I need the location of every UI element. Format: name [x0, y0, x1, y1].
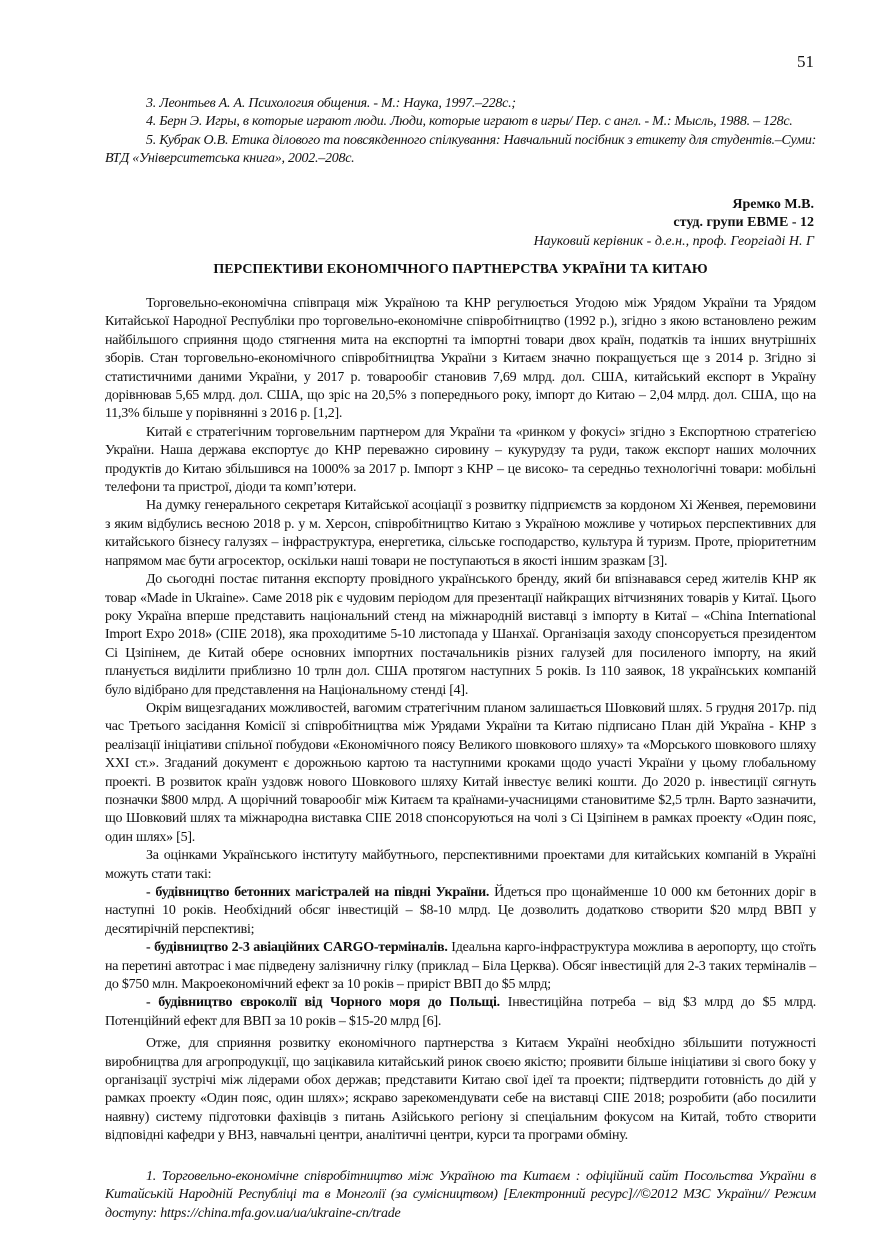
project-title: - будівництво бетонних магістралей на півдні України. [146, 885, 490, 900]
project-item [105, 994, 816, 1031]
paragraph: Окрім вищезгаданих можливостей, вагомим стратегічним планом залишається Шовковий шлях. 5 грудня 2017р. під час Третього засідання Комісії зі співробітництва між Урядами України та Китаю підписано План дій Україна - КНР з реалізації ініціативи спільної побудови «Економічного поясу Великого шовкового шляху» та «Морського шовкового шляху XXI ст.». Згаданий документ є дорожньою картою та наступними кроками щодо участі України у цьому глобальному проекті. В розвиток країн уздовж нового Шовкового шляху Китай інвестує великі кошти. До 2020 р. інвестиції сягнуть позначки $800 млрд. А щорічний товарообіг між Китаєм та країнами-учасницями становитиме $2,5 трлн. Варто зазначити, що Шовковий шлях та міжнародна виставка CIIE 2018 спонсоруються на чолі з Сі Цзіпінем в рамках проекту «Один пояс, один шлях» [5]. [105, 700, 816, 845]
project-title: - будівництво євроколії від Чорного моря до Польщі. [146, 995, 500, 1011]
reference-item: 1. Торговельно-економічне співробітництво між Україною та Китаєм : офіційний сайт Посольства України в Китайській Народній Республіці та в Монголії (за сумісництвом) [Електронний ресурс]//©2012 МЗС України// Режим доступу: https://china.mfa.gov.ua/ua/ukraine-cn/trade [105, 1169, 816, 1221]
paragraph: Китай є стратегічним торговельним партнером для України та «ринком у фокусі» згідно з Експортною стратегією України. Наша держава експортує до КНР переважно сировину – кукурудзу та руди, також експорт наших молочних продуктів до Китаю збільшився на 1000% за 2017 р. Імпорт з КНР – це високо- та середньо технологічні товари: мобільні телефони та пристрої, діоди та комп’ютери. [105, 424, 816, 496]
reference-item: 5. Кубрак О.В. Етика ділового та повсякденного спілкування: Навчальний посібник з етикету для студентів.–Суми: ВТД «Університетська книга», 2002.–208с. [105, 132, 816, 167]
author-group: студ. групи ЕВМЕ - 12 [673, 215, 814, 231]
project-item [105, 939, 816, 994]
supervisor: Науковий керівник - д.е.н., проф. Георгіаді Н. Г [533, 233, 814, 249]
project-text: Йдеться про щонайменше 10 000 км бетонних доріг в наступні 10 років. Необхідний обсяг інвестицій – $8-10 млрд. Це дозволить додатково створити $20 млрд ВВП у десятирічній перспективі; [105, 885, 816, 937]
article-title: ПЕРСПЕКТИВИ ЕКОНОМІЧНОГО ПАРТНЕРСТВА УКРАЇНИ ТА КИТАЮ [213, 262, 708, 277]
paragraph: На думку генерального секретаря Китайської асоціації з розвитку підприємств за кордоном Хі Женвея, перемовини з яким відбулись весною 2018 р. у м. Херсон, співробітництво Китаю з Україною можливе у чотирьох перспективних для китайського бізнесу галузях – інфраструктура, енергетика, сільське господарство, культура й туризм. Проте, пріоритетним напрямом має бути агросектор, оскільки наші товари не поступаються в якості іншим зразкам [3]. [105, 498, 816, 569]
conclusion-paragraph: Отже, для сприяння розвитку економічного партнерства з Китаєм Україні необхідно збільшити потужності виробництва для агропродукції, що зацікавила китайський ринок своєю якістю; проявити більше ініціативи зі свого боку у організації зустрічі між лідерами обох держав; представити Китаю свої ідеї та проекти; підтвердити готовність до дій у рамках проекту «Один пояс, один шлях»; яскраво зарекомендувати себе на виставці CIIE 2018; розробити (або посилити наявну) систему підготовки фахівців з питань Азійського регіону зі спеціальним фокусом на Китай, тобто створити відповідні кафедри у ВНЗ, навчальні центри, аналітичні центри, курси та програми обміну. [105, 1036, 816, 1144]
paragraph: За оцінками Українського інституту майбутнього, перспективними проектами для китайських компаній в Україні можуть стати такі: [105, 848, 816, 882]
page-number: 51 [797, 52, 814, 71]
references-bottom [105, 1168, 816, 1223]
article-body [105, 295, 816, 1146]
references-top [105, 95, 816, 169]
author-block [534, 196, 814, 251]
project-text: Інвестиційна потреба – від $3 млрд до $5 млрд. Потенційний ефект для ВВП за 10 років – $15-20 млрд [6]. [105, 995, 816, 1029]
author-name: Яремко М.В. [732, 197, 814, 212]
project-text: Ідеальна карго-інфраструктура можлива в аеропорту, що стоїть на перетині автотрас і має підведену залізничну гілку (приклад – Біла Церква). Обсяг інвестицій для 2-3 таких терміналів – до $750 млн. Макроекономічний ефект за 10 років – приріст ВВП до $5 млрд; [105, 940, 816, 993]
project-item [105, 884, 816, 939]
reference-item: 4. Берн Э. Игры, в которые играют люди. Люди, которые играют в игры/ Пер. с англ. - М.: Мысль, 1988. – 128с. [146, 114, 793, 130]
paragraph: Торговельно-економічна співпраця між Україною та КНР регулюється Угодою між Урядом України та Урядом Китайської Народної Республіки про торговельно-економічне співробітництво (1992 р.), згідно з якою встановлено режим найбільшого сприяння щодо стягнення мита на експортні та імпортні товари двох країн, податків та інших внутрішніх зборів. Стан торговельно-економічного співробітництва України з Китаєм значно покращується ще з 2014 р. Згідно зі статистичними даними України, у 2017 р. товарообіг становив 7,69 млрд. дол. США, китайський експорт в Україну дорівнював 5,65 млрд. дол. США, що зріс на 20,5% з попереднього року, імпорт до Китаю – 2,04 млрд. дол. США, що на 11,3% більше у порівнянні з 2016 р. [1,2]. [105, 296, 816, 422]
paragraph: До сьогодні постає питання експорту провідного українського бренду, який би впізнавався серед жителів КНР як товар «Made in Ukraine». Саме 2018 рік є чудовим періодом для презентації найкращих вітчизняних товарів у Китаї. Цього року Україна вперше представить національний стенд на міжнародній виставці з імпорту в Китаї – «China International Import Expo 2018» (CIIE 2018), яка проходитиме 5-10 листопада у Шанхаї. Організація заходу спонсорується президентом Сі Цзіпінем, де Китай обере основних імпортних постачальників різних галузей для посиленого імпорту, на який планується виділити приблизно 10 трлн дол. США протягом наступних 5 років. Із 110 заявок, 18 українських компаній було відібрано для представлення на Національному стенді [4]. [105, 572, 816, 698]
reference-item: 3. Леонтьев А. А. Психология общения. - М.: Наука, 1997.–228с.; [146, 96, 516, 111]
project-title: - будівництво 2-3 авіаційних CARGO-терміналів. [146, 940, 448, 956]
